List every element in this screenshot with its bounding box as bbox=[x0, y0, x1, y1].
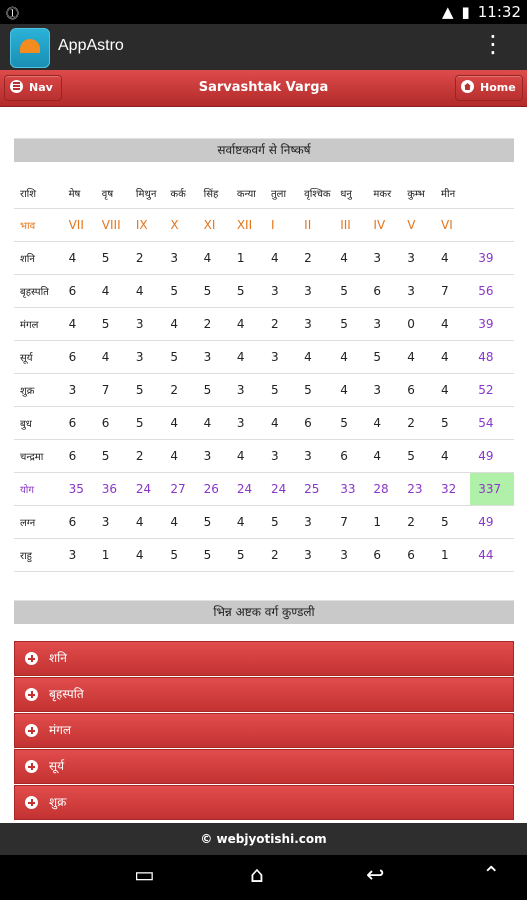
table-cell: VI bbox=[437, 209, 470, 242]
table-cell: 23 bbox=[403, 473, 437, 506]
table-cell: 4 bbox=[166, 308, 199, 341]
table-cell: 4 bbox=[437, 308, 470, 341]
row-label: लग्न bbox=[14, 506, 65, 539]
accordion-item[interactable] bbox=[14, 785, 514, 820]
row-total bbox=[470, 209, 514, 242]
table-cell: 3 bbox=[300, 440, 336, 473]
table-row bbox=[14, 473, 514, 506]
table-cell: 4 bbox=[336, 242, 369, 275]
table-cell: 3 bbox=[267, 341, 300, 374]
table-cell: 36 bbox=[98, 473, 132, 506]
app-bar bbox=[0, 24, 527, 70]
section-title-sarvashtak: सर्वाष्टकवर्ग से निष्कर्ष bbox=[14, 138, 514, 162]
table-cell: 4 bbox=[166, 407, 199, 440]
status-bar bbox=[0, 0, 527, 24]
table-cell: 24 bbox=[267, 473, 300, 506]
table-cell: 1 bbox=[98, 539, 132, 572]
table-cell: 5 bbox=[437, 506, 470, 539]
table-cell: 3 bbox=[132, 308, 167, 341]
table-cell: XI bbox=[200, 209, 233, 242]
table-cell: 35 bbox=[65, 473, 98, 506]
accordion-item-label: बृहस्पति bbox=[49, 687, 84, 701]
table-cell: 5 bbox=[336, 308, 369, 341]
table-cell: 5 bbox=[166, 275, 199, 308]
table-cell: I bbox=[267, 209, 300, 242]
table-cell: 6 bbox=[369, 539, 403, 572]
table-cell: 5 bbox=[98, 242, 132, 275]
home-button-label: Home bbox=[480, 81, 516, 94]
table-cell: IV bbox=[369, 209, 403, 242]
table-cell: 4 bbox=[166, 506, 199, 539]
status-time: 11:32 bbox=[477, 3, 521, 21]
table-cell: 4 bbox=[233, 506, 267, 539]
table-cell: 3 bbox=[369, 308, 403, 341]
grand-total-cell: 337 bbox=[470, 473, 514, 506]
wifi-icon: ▲ bbox=[441, 3, 454, 21]
table-cell: 4 bbox=[403, 341, 437, 374]
column-header bbox=[470, 178, 514, 209]
accordion-item-label: मंगल bbox=[49, 723, 72, 737]
table-cell: 5 bbox=[200, 506, 233, 539]
table-cell: 5 bbox=[403, 440, 437, 473]
table-cell: 2 bbox=[166, 374, 199, 407]
status-icons bbox=[442, 3, 521, 21]
table-cell: 4 bbox=[336, 341, 369, 374]
table-cell: 4 bbox=[233, 341, 267, 374]
row-label: योग bbox=[14, 473, 65, 506]
table-cell: 5 bbox=[98, 308, 132, 341]
row-label: सूर्य bbox=[14, 341, 65, 374]
table-cell: 7 bbox=[98, 374, 132, 407]
table-cell: 2 bbox=[267, 539, 300, 572]
table-cell: 3 bbox=[369, 374, 403, 407]
table-row bbox=[14, 440, 514, 473]
table-row bbox=[14, 407, 514, 440]
row-label: बुध bbox=[14, 407, 65, 440]
table-cell: 5 bbox=[233, 275, 267, 308]
table-cell: 2 bbox=[403, 506, 437, 539]
column-header: कुम्भ bbox=[403, 178, 437, 209]
table-cell: 6 bbox=[403, 539, 437, 572]
table-cell: 6 bbox=[65, 506, 98, 539]
accordion-item-label: सूर्य bbox=[49, 759, 65, 773]
system-nav-bar bbox=[0, 855, 527, 900]
table-cell: 3 bbox=[267, 275, 300, 308]
row-total: 48 bbox=[470, 341, 514, 374]
table-cell: 2 bbox=[132, 242, 167, 275]
row-total: 39 bbox=[470, 242, 514, 275]
nav-button[interactable] bbox=[4, 75, 62, 101]
footer: © webjyotishi.com bbox=[0, 823, 527, 855]
sarvashtak-table bbox=[14, 178, 514, 572]
table-cell: 3 bbox=[336, 539, 369, 572]
table-cell: 5 bbox=[336, 407, 369, 440]
row-label: चन्द्रमा bbox=[14, 440, 65, 473]
notification-icon: ⓵ bbox=[6, 7, 20, 22]
table-cell: III bbox=[336, 209, 369, 242]
table-cell: 4 bbox=[233, 440, 267, 473]
home-button[interactable] bbox=[455, 75, 523, 101]
menu-icon bbox=[10, 80, 23, 93]
table-cell: 4 bbox=[132, 506, 167, 539]
column-header: मीन bbox=[437, 178, 470, 209]
recent-apps-icon[interactable]: ▭ bbox=[134, 863, 155, 888]
table-cell: 4 bbox=[369, 407, 403, 440]
table-cell: 32 bbox=[437, 473, 470, 506]
table-cell: 27 bbox=[166, 473, 199, 506]
accordion-item[interactable] bbox=[14, 713, 514, 748]
table-cell: 4 bbox=[336, 374, 369, 407]
plus-icon bbox=[25, 724, 38, 737]
table-cell: 3 bbox=[166, 242, 199, 275]
table-cell: 3 bbox=[233, 407, 267, 440]
table-cell: 24 bbox=[132, 473, 167, 506]
table-cell: II bbox=[300, 209, 336, 242]
table-cell: 4 bbox=[65, 308, 98, 341]
row-label: मंगल bbox=[14, 308, 65, 341]
accordion-item-label: शुक्र bbox=[49, 795, 67, 809]
table-cell: 26 bbox=[200, 473, 233, 506]
table-cell: 4 bbox=[437, 374, 470, 407]
table-cell: 5 bbox=[166, 341, 199, 374]
nav-button-label: Nav bbox=[29, 81, 53, 94]
accordion-item-label: शनि bbox=[49, 651, 67, 665]
table-cell: 3 bbox=[200, 440, 233, 473]
page-toolbar bbox=[0, 70, 527, 107]
table-cell: 5 bbox=[132, 407, 167, 440]
row-total: 44 bbox=[470, 539, 514, 572]
table-cell: 5 bbox=[267, 374, 300, 407]
accordion-item[interactable] bbox=[14, 641, 514, 676]
row-total: 39 bbox=[470, 308, 514, 341]
table-cell: X bbox=[166, 209, 199, 242]
table-cell: 0 bbox=[403, 308, 437, 341]
table-cell: 2 bbox=[132, 440, 167, 473]
table-cell: 6 bbox=[403, 374, 437, 407]
table-cell: VIII bbox=[98, 209, 132, 242]
table-cell: 3 bbox=[300, 275, 336, 308]
column-header: कर्क bbox=[166, 178, 199, 209]
column-header: मेष bbox=[65, 178, 98, 209]
plus-icon bbox=[25, 652, 38, 665]
table-row bbox=[14, 341, 514, 374]
table-cell: 24 bbox=[233, 473, 267, 506]
table-cell: 7 bbox=[437, 275, 470, 308]
table-cell: 6 bbox=[300, 407, 336, 440]
table-cell: 4 bbox=[200, 407, 233, 440]
table-cell: 5 bbox=[267, 506, 300, 539]
row-total: 49 bbox=[470, 440, 514, 473]
table-cell: 33 bbox=[336, 473, 369, 506]
table-cell: 5 bbox=[369, 341, 403, 374]
row-label: शनि bbox=[14, 242, 65, 275]
table-cell: 28 bbox=[369, 473, 403, 506]
table-cell: 6 bbox=[98, 407, 132, 440]
plus-icon bbox=[25, 688, 38, 701]
table-cell: 6 bbox=[65, 275, 98, 308]
table-cell: 5 bbox=[336, 275, 369, 308]
row-total: 52 bbox=[470, 374, 514, 407]
column-header: राशि bbox=[14, 178, 65, 209]
table-cell: 3 bbox=[300, 308, 336, 341]
table-cell: 5 bbox=[300, 374, 336, 407]
section-title-bhinn-ashtak: भिन्न अष्टक वर्ग कुण्डली bbox=[14, 600, 514, 624]
table-cell: 2 bbox=[300, 242, 336, 275]
table-cell: 4 bbox=[267, 407, 300, 440]
table-row bbox=[14, 242, 514, 275]
table-cell: 2 bbox=[403, 407, 437, 440]
table-row bbox=[14, 374, 514, 407]
table-row bbox=[14, 275, 514, 308]
table-cell: 3 bbox=[233, 374, 267, 407]
table-cell: 3 bbox=[403, 275, 437, 308]
table-cell: 1 bbox=[369, 506, 403, 539]
table-cell: 5 bbox=[233, 539, 267, 572]
table-cell: 4 bbox=[98, 275, 132, 308]
table-cell: 3 bbox=[65, 374, 98, 407]
table-row bbox=[14, 308, 514, 341]
table-cell: IX bbox=[132, 209, 167, 242]
app-title: AppAstro bbox=[58, 37, 124, 54]
table-cell: 2 bbox=[200, 308, 233, 341]
table-cell: 3 bbox=[200, 341, 233, 374]
table-cell: 3 bbox=[132, 341, 167, 374]
row-label: राहु bbox=[14, 539, 65, 572]
table-cell: 4 bbox=[233, 308, 267, 341]
app-logo-icon[interactable] bbox=[10, 28, 50, 68]
table-cell: 6 bbox=[369, 275, 403, 308]
column-header: सिंह bbox=[200, 178, 233, 209]
plus-icon bbox=[25, 760, 38, 773]
table-cell: 4 bbox=[200, 242, 233, 275]
table-cell: 4 bbox=[437, 341, 470, 374]
table-cell: 4 bbox=[166, 440, 199, 473]
table-cell: 1 bbox=[437, 539, 470, 572]
overflow-menu-icon[interactable]: ⋮ bbox=[481, 30, 505, 58]
page-title: Sarvashtak Varga bbox=[198, 80, 329, 95]
table-cell: VII bbox=[65, 209, 98, 242]
accordion-item[interactable] bbox=[14, 677, 514, 712]
table-row bbox=[14, 506, 514, 539]
row-label: भाव bbox=[14, 209, 65, 242]
table-cell: 3 bbox=[300, 539, 336, 572]
table-cell: 5 bbox=[200, 374, 233, 407]
chevron-up-icon[interactable]: ⌃ bbox=[482, 863, 501, 888]
column-header: मकर bbox=[369, 178, 403, 209]
table-cell: 4 bbox=[65, 242, 98, 275]
table-header-row bbox=[14, 178, 514, 209]
table-cell: 6 bbox=[336, 440, 369, 473]
battery-icon: ▮ bbox=[461, 3, 470, 21]
table-cell: 3 bbox=[267, 440, 300, 473]
table-cell: 4 bbox=[437, 242, 470, 275]
table-cell: 3 bbox=[65, 539, 98, 572]
table-cell: 3 bbox=[98, 506, 132, 539]
plus-icon bbox=[25, 796, 38, 809]
accordion-item[interactable] bbox=[14, 749, 514, 784]
table-cell: 4 bbox=[132, 275, 167, 308]
table-cell: 4 bbox=[132, 539, 167, 572]
table-cell: 5 bbox=[200, 539, 233, 572]
table-cell: 3 bbox=[300, 506, 336, 539]
back-icon[interactable]: ↩ bbox=[366, 863, 385, 888]
table-cell: 5 bbox=[132, 374, 167, 407]
row-total: 49 bbox=[470, 506, 514, 539]
table-cell: 3 bbox=[369, 242, 403, 275]
row-total: 54 bbox=[470, 407, 514, 440]
table-cell: 7 bbox=[336, 506, 369, 539]
table-cell: 4 bbox=[267, 242, 300, 275]
table-cell: 5 bbox=[200, 275, 233, 308]
table-row bbox=[14, 209, 514, 242]
column-header: मिथुन bbox=[132, 178, 167, 209]
column-header: तुला bbox=[267, 178, 300, 209]
table-cell: 2 bbox=[267, 308, 300, 341]
column-header: वृश्चिक bbox=[300, 178, 336, 209]
table-cell: V bbox=[403, 209, 437, 242]
table-cell: 4 bbox=[437, 440, 470, 473]
home-icon bbox=[461, 80, 474, 93]
table-cell: 3 bbox=[403, 242, 437, 275]
table-cell: 4 bbox=[300, 341, 336, 374]
table-cell: XII bbox=[233, 209, 267, 242]
table-cell: 5 bbox=[437, 407, 470, 440]
row-total: 56 bbox=[470, 275, 514, 308]
column-header: धनु bbox=[336, 178, 369, 209]
table-cell: 1 bbox=[233, 242, 267, 275]
table-cell: 4 bbox=[98, 341, 132, 374]
table-cell: 25 bbox=[300, 473, 336, 506]
table-cell: 5 bbox=[98, 440, 132, 473]
kundali-accordion bbox=[14, 641, 514, 821]
table-cell: 5 bbox=[166, 539, 199, 572]
table-cell: 4 bbox=[369, 440, 403, 473]
column-header: वृष bbox=[98, 178, 132, 209]
table-cell: 6 bbox=[65, 440, 98, 473]
table-row bbox=[14, 539, 514, 572]
row-label: बृहस्पति bbox=[14, 275, 65, 308]
home-nav-icon[interactable]: ⌂ bbox=[250, 863, 264, 888]
table-cell: 6 bbox=[65, 341, 98, 374]
row-label: शुक्र bbox=[14, 374, 65, 407]
column-header: कन्या bbox=[233, 178, 267, 209]
table-cell: 6 bbox=[65, 407, 98, 440]
